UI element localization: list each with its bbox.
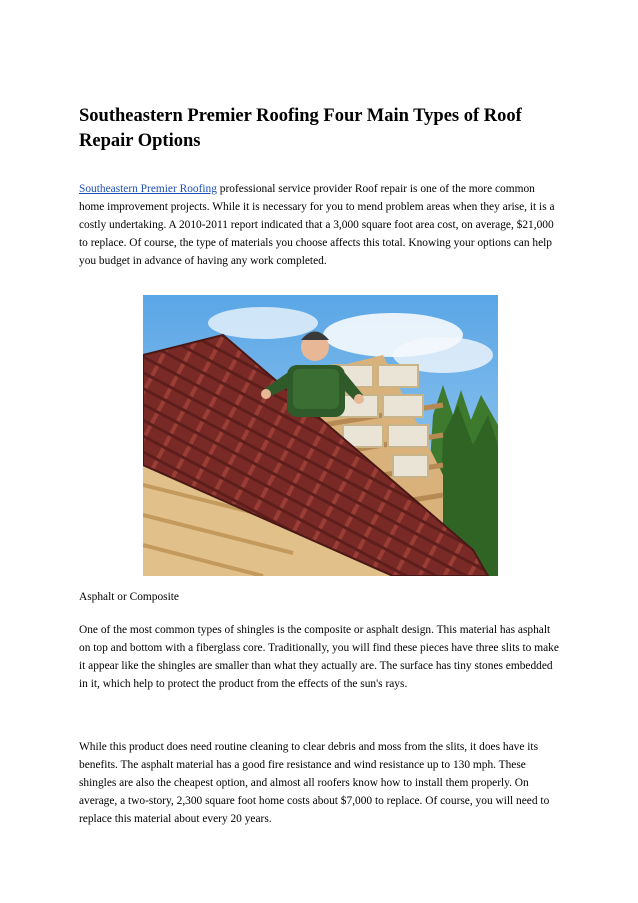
roof-repair-photo [143, 295, 498, 576]
body-paragraph-2: While this product does need routine cleaning to clear debris and moss from the slits, it does have its benefits. The asphalt material has a good fire resistance and wind resistance up to 130 mph. These shingles are also the cheapest option, and almost all roofers know how to install them properly. On average, a two-story, 2,300 square foot home costs about $7,000 to replace. Of course, you will need to replace this material about every 20 years. [79, 741, 550, 825]
section-heading: Asphalt or Composite [79, 591, 179, 603]
intro-text: professional service provider Roof repair is one of the more common home improvement projects. While it is necessary for you to mend problem areas when they arise, it is a costly undertaking. A 2010-2011 report indicated that a 3,000 square foot area cost, on average, $21,000 to replace. Of course, the type of materials you choose affects this total. Knowing your options can help you budget in advance of having any work completed. [79, 183, 555, 267]
document-title: Southeastern Premier Roofing Four Main Types of Roof Repair Options [79, 106, 522, 151]
company-link[interactable]: Southeastern Premier Roofing [79, 183, 217, 195]
body-paragraph-1: One of the most common types of shingles is the composite or asphalt design. This material has asphalt on top and bottom with a fiberglass core. Traditionally, you will find these pieces have three slits to make it appear like the shingles are smaller than what they actually are. The surface has tiny stones embedded in it, which help to protect the product from the effects of the sun's rays. [79, 624, 559, 690]
intro-paragraph [79, 180, 561, 270]
